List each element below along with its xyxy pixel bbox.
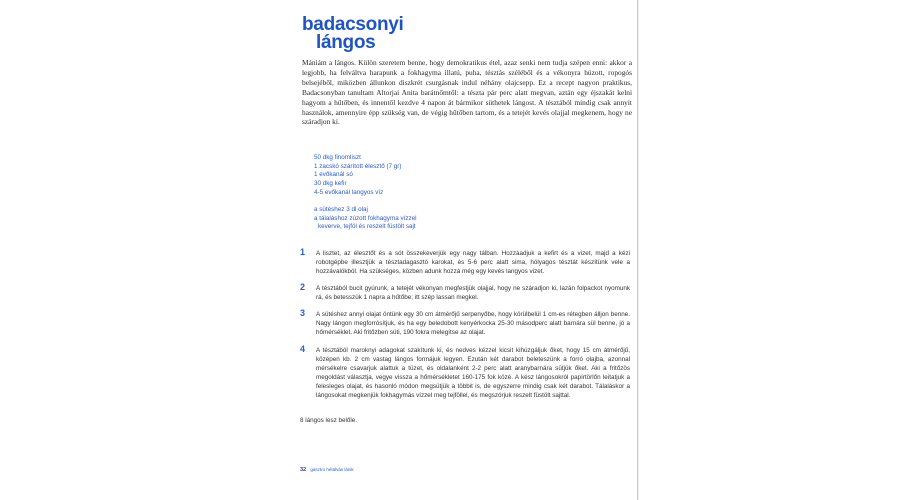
recipe-yield: 8 lángos lesz belőle. <box>300 417 358 424</box>
step-text: A tésztából maroknyi adagokat szakítunk ki, és nedves kézzel kicsit kihúzgáljuk őket, hogy 15 cm átmérőjű, középen kb. 2 cm vastag lángos formájuk legyen. Ezután két darabot beleteszünk a forró olajba, azonnal mérsékelre csavarjuk alattuk a tüzet, és oldalanként 2-2 perc alatt aranybarnára sütjük őket. Aki a fritőzös megoldást választja, vegye vissza a hőmérsékletet 160-175 fok közé. A kész lángosokról papírtörlőn leitatjuk a felesleges olajat, és hasonló módon megsütjük a többit is, de egyszerre mindig csak két darabot. Tálaláskor a lángosokat megkenjük fokhagymás vízzel meg tejföllel, és megszórjuk reszelt füstölt sajttal. <box>316 347 630 399</box>
ingredient-list-main <box>314 154 402 198</box>
step-number: 3 <box>300 308 306 318</box>
step-number: 2 <box>300 282 306 292</box>
ingredient-item: 50 dkg finomliszt <box>314 154 361 161</box>
recipe-title-line1: badacsonyi <box>302 14 404 35</box>
book-title: gasztro hétalvás lánik <box>310 467 354 472</box>
ingredient-item: 30 dkg kefir <box>314 180 347 188</box>
step-text: A sütéshez annyi olajat öntünk egy 30 cm átmérőjű serpenyőbe, hogy körülbelül 1 cm-es rétegben álljon benne. Nagy lángon megforrósítjuk, és ha egy beledobott kenyérkocka 25-30 másodperc alatt barnára sül benne, jó a hőmérséklet. Aki fritőzben süti, 190 fokra melegítse az olajat. <box>316 311 630 336</box>
ingredient-item: 1 zacskó szárított élesztő (7 gr) <box>314 162 402 170</box>
ingredient-item: a tálaláshoz zúzott fokhagyma vízzel <box>314 214 417 222</box>
page-footer <box>300 467 354 473</box>
step-number: 1 <box>300 247 306 257</box>
recipe-step <box>300 346 630 400</box>
recipe-step <box>300 310 630 337</box>
ingredient-item: 4-5 evőkanál langyos víz <box>314 188 384 196</box>
step-number: 4 <box>300 344 306 354</box>
recipe-step <box>300 249 630 276</box>
step-text: A lisztet, az élesztőt és a sót összekeverjük egy nagy tálban. Hozzáadjuk a kefirt és a vizet, majd a kézi robotgépbe illesztjük a tésztadagasztó karokat, és 5-6 perc alatt sima, hólyagos tésztát készítünk vele a hozzávalókból. Ha szükséges, közben adunk hozzá még egy kevés langyos vizet. <box>316 250 630 275</box>
recipe-step <box>300 284 630 302</box>
recipe-intro: Mániám a lángos. Külön szeretem benne, hogy demokratikus étel, azaz senki nem tudja szépen enni: akkor a legjobb, ha felváltva harapunk a fokhagyma illatú, puha, tésztás széléből és a vékonyra húzott, ropogós belsejéből, miközben állunkon diszkrét csurgásnak indul néhány olajcsepp. Ez a recept nagyon praktikus, Badacsonyban tanultam Altorjai Anita barátnőmtől: a tészta pár perc alatt megvan, aztán egy éjszakát kelni hagyom a hűtőben, és innentől kezdve 4 napon át bármikor süthetek lángost. A tésztából mindig csak annyit használok, amennyire épp szükség van, de végig hűtőben tartom, és a tetejét kevés olajjal megkenem, hogy ne száradjon ki. <box>302 58 632 127</box>
cookbook-page <box>265 0 638 500</box>
ingredient-item: a sütéshez 3 dl olaj <box>314 206 368 213</box>
ingredient-list-serving <box>314 206 417 232</box>
ingredient-item: 1 evőkanál só <box>314 171 353 179</box>
recipe-title-line2: lángos <box>316 32 376 53</box>
page-number: 32 <box>300 467 307 473</box>
ingredient-item: keverve, tejföl és reszelt füstölt sajt <box>318 223 416 231</box>
step-text: A tésztából bucit gyúrunk, a tetejét vékonyan megfestjük olajjal, hogy ne száradjon ki, lazán folpackot nyomunk rá, és betesszük 1 napra a hűtőbe; itt szép lassan megkel. <box>316 285 630 301</box>
recipe-title <box>302 16 404 52</box>
